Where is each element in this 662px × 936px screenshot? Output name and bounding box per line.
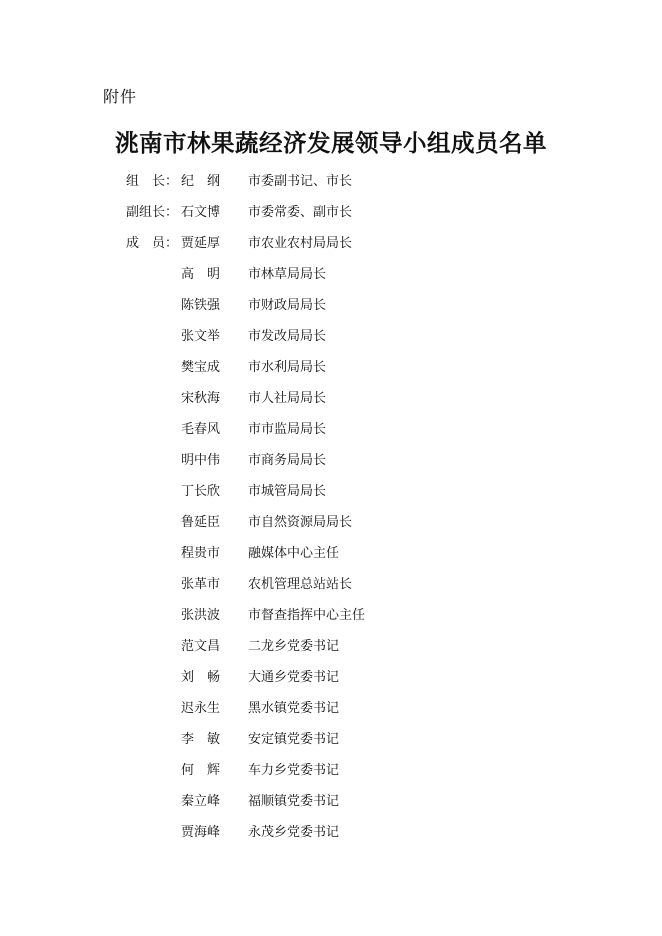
member-name: 石文博 xyxy=(181,205,221,220)
member-name: 樊宝成 xyxy=(181,360,221,375)
member-position: 市水利局局长 xyxy=(248,360,327,375)
member-name: 张洪波 xyxy=(181,608,221,623)
member-position: 大通乡党委书记 xyxy=(248,670,340,685)
member-row xyxy=(0,821,662,852)
member-name: 张革市 xyxy=(181,577,221,592)
member-name: 鲁延臣 xyxy=(181,515,221,530)
member-position: 市市监局局长 xyxy=(248,422,327,437)
member-name: 贾海峰 xyxy=(181,825,221,840)
member-position: 永茂乡党委书记 xyxy=(248,825,340,840)
member-position: 二龙乡党委书记 xyxy=(248,639,340,654)
member-name: 宋秋海 xyxy=(181,391,221,406)
member-row xyxy=(0,201,662,232)
member-position: 市财政局局长 xyxy=(248,298,327,313)
member-position: 市发改局局长 xyxy=(248,329,327,344)
member-name: 张文举 xyxy=(181,329,221,344)
member-name: 明中伟 xyxy=(181,453,221,468)
member-position: 市商务局局长 xyxy=(248,453,327,468)
member-row xyxy=(0,759,662,790)
member-row xyxy=(0,356,662,387)
member-position: 市城管局局长 xyxy=(248,484,327,499)
member-row xyxy=(0,635,662,666)
member-position: 市委副书记、市长 xyxy=(248,174,353,189)
member-row xyxy=(0,325,662,356)
member-name: 陈铁强 xyxy=(181,298,221,313)
member-name: 李 敏 xyxy=(181,732,221,747)
member-name: 纪 纲 xyxy=(181,174,221,189)
member-row xyxy=(0,449,662,480)
member-position: 市农业农村局局长 xyxy=(248,236,353,251)
member-position: 市督查指挥中心主任 xyxy=(248,608,366,623)
member-name: 秦立峰 xyxy=(181,794,221,809)
member-position: 黑水镇党委书记 xyxy=(248,701,340,716)
member-row xyxy=(0,387,662,418)
member-row xyxy=(0,697,662,728)
member-position: 市人社局局长 xyxy=(248,391,327,406)
member-row xyxy=(0,511,662,542)
attachment-label: 附件 xyxy=(103,87,138,106)
member-row xyxy=(0,604,662,635)
member-name: 迟永生 xyxy=(181,701,221,716)
member-row xyxy=(0,232,662,263)
member-position: 市林草局局长 xyxy=(248,267,327,282)
member-name: 范文昌 xyxy=(181,639,221,654)
member-position: 农机管理总站站长 xyxy=(248,577,353,592)
member-position: 市委常委、副市长 xyxy=(248,205,353,220)
member-row xyxy=(0,728,662,759)
member-row xyxy=(0,294,662,325)
member-name: 丁长欣 xyxy=(181,484,221,499)
member-list xyxy=(0,170,662,852)
member-row xyxy=(0,542,662,573)
member-name: 高 明 xyxy=(181,267,221,282)
member-row xyxy=(0,480,662,511)
member-name: 何 辉 xyxy=(181,763,221,778)
member-row xyxy=(0,170,662,201)
member-position: 融媒体中心主任 xyxy=(248,546,340,561)
member-name: 程贵市 xyxy=(181,546,221,561)
member-position: 市自然资源局局长 xyxy=(248,515,353,530)
member-position: 福顺镇党委书记 xyxy=(248,794,340,809)
member-role: 组 长： xyxy=(126,174,179,189)
member-row xyxy=(0,263,662,294)
document-title: 洮南市林果蔬经济发展领导小组成员名单 xyxy=(115,129,547,157)
member-role: 副组长： xyxy=(126,205,179,220)
member-row xyxy=(0,790,662,821)
member-role: 成 员： xyxy=(126,236,179,251)
member-position: 安定镇党委书记 xyxy=(248,732,340,747)
member-name: 毛春风 xyxy=(181,422,221,437)
member-name: 刘 畅 xyxy=(181,670,221,685)
member-position: 车力乡党委书记 xyxy=(248,763,340,778)
member-row xyxy=(0,666,662,697)
member-row xyxy=(0,418,662,449)
member-row xyxy=(0,573,662,604)
member-name: 贾延厚 xyxy=(181,236,221,251)
